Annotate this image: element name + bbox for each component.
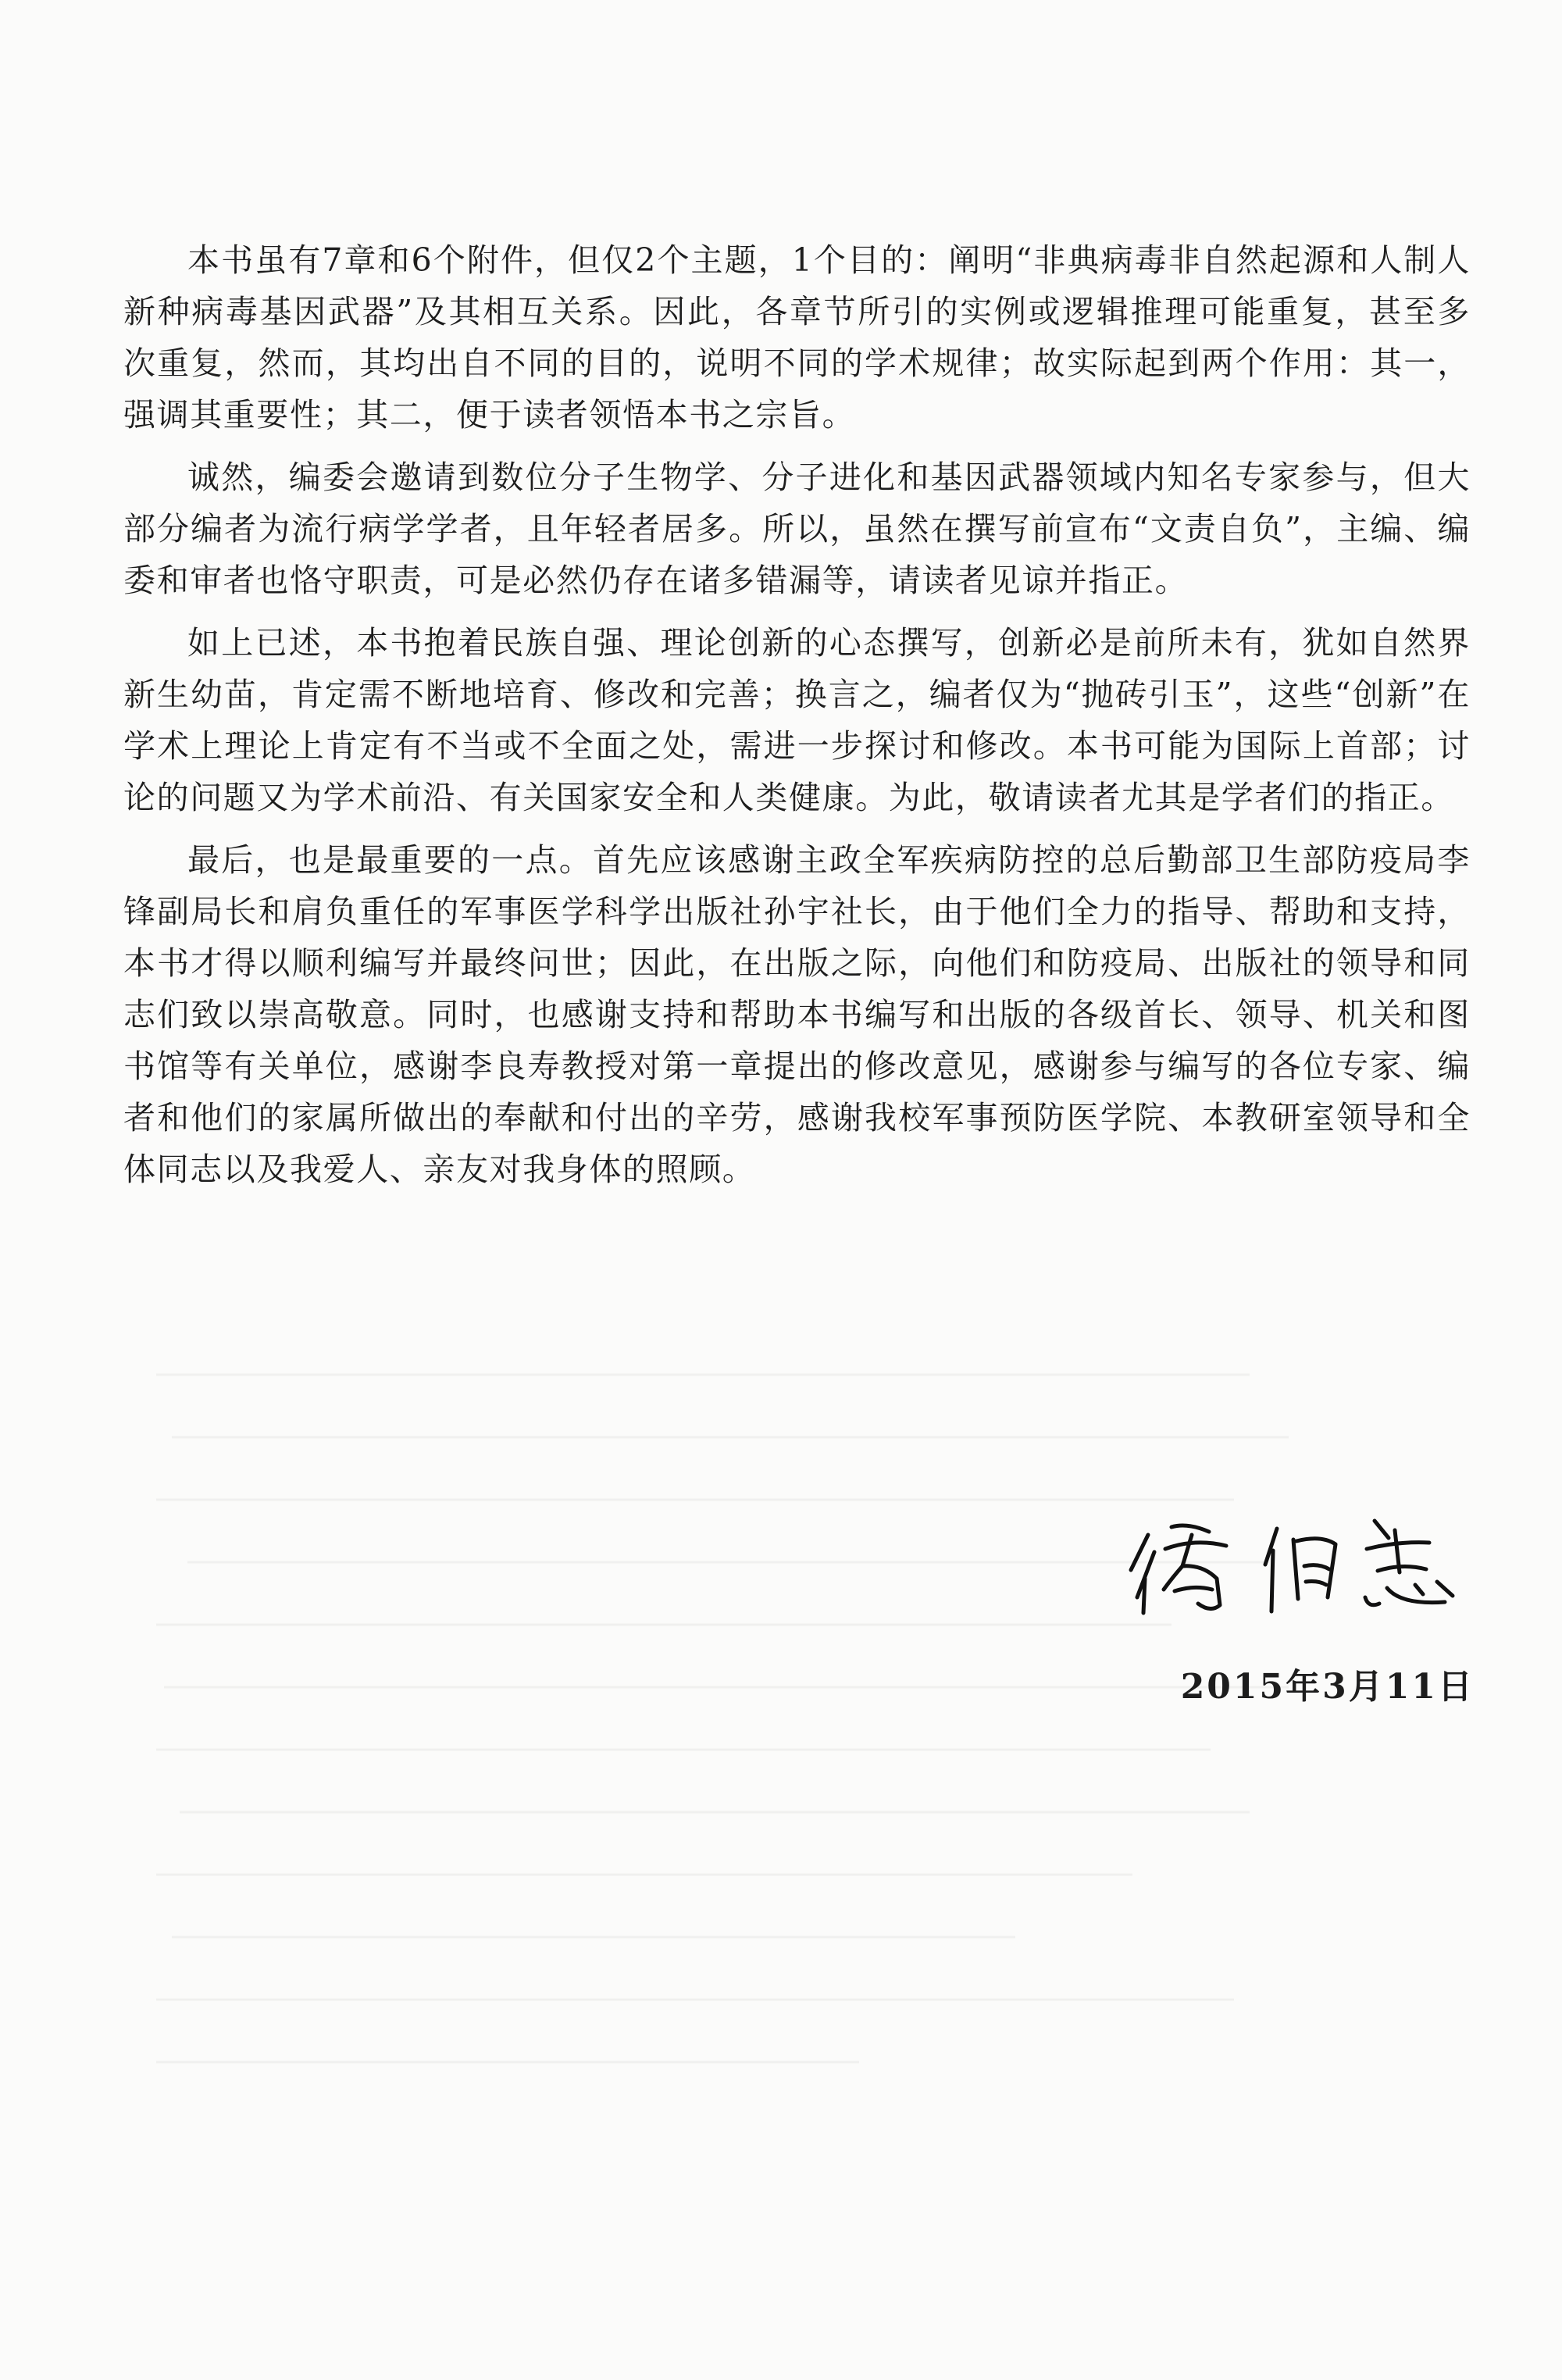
paragraph-1: 本书虽有7章和6个附件，但仅2个主题，1个目的：阐明“非典病毒非自然起源和人制人新种病毒基因武器”及其相互关系。因此，各章节所引的实例或逻辑推理可能重复，甚至多次重复，然而，其均出自不同的目的，说明不同的学术规律；故实际起到两个作用：其一，强调其重要性；其二，便于读者领悟本书之宗旨。 bbox=[123, 241, 1471, 434]
show-through-texture bbox=[156, 1328, 1328, 2265]
paragraph-4: 最后，也是最重要的一点。首先应该感谢主政全军疾病防控的总后勤部卫生部防疫局李锋副局长和肩负重任的军事医学科学出版社孙宇社长，由于他们全力的指导、帮助和支持，本书才得以顺利编写并最终问世；因此，在出版之际，向他们和防疫局、出版社的领导和同志们致以崇高敬意。同时，也感谢支持和帮助本书编写和出版的各级首长、领导、机关和图书馆等有关单位，感谢李良寿教授对第一章提出的修改意见，感谢参与编写的各位专家、编者和他们的家属所做出的奉献和付出的辛劳，感谢我校军事预防医学院、本教研室领导和全体同志以及我爱人、亲友对我身体的照顾。 bbox=[123, 841, 1471, 1188]
handwritten-signature bbox=[1117, 1504, 1476, 1621]
body-text bbox=[123, 234, 1471, 1195]
paragraph-2: 诚然，编委会邀请到数位分子生物学、分子进化和基因武器领域内知名专家参与，但大部分编者为流行病学学者，且年轻者居多。所以，虽然在撰写前宣布“文责自负”，主编、编委和审者也恪守职责，可是必然仍存在诸多错漏等，请读者见谅并指正。 bbox=[123, 459, 1471, 599]
paragraph-3: 如上已述，本书抱着民族自强、理论创新的心态撰写，创新必是前所未有，犹如自然界新生幼苗，肯定需不断地培育、修改和完善；换言之，编者仅为“抛砖引玉”，这些“创新”在学术上理论上肯定有不当或不全面之处，需进一步探讨和修改。本书可能为国际上首部；讨论的问题又为学术前沿、有关国家安全和人类健康。为此，敬请读者尤其是学者们的指正。 bbox=[123, 624, 1471, 816]
date-line: 2015年3月11日 bbox=[1180, 1667, 1475, 1707]
